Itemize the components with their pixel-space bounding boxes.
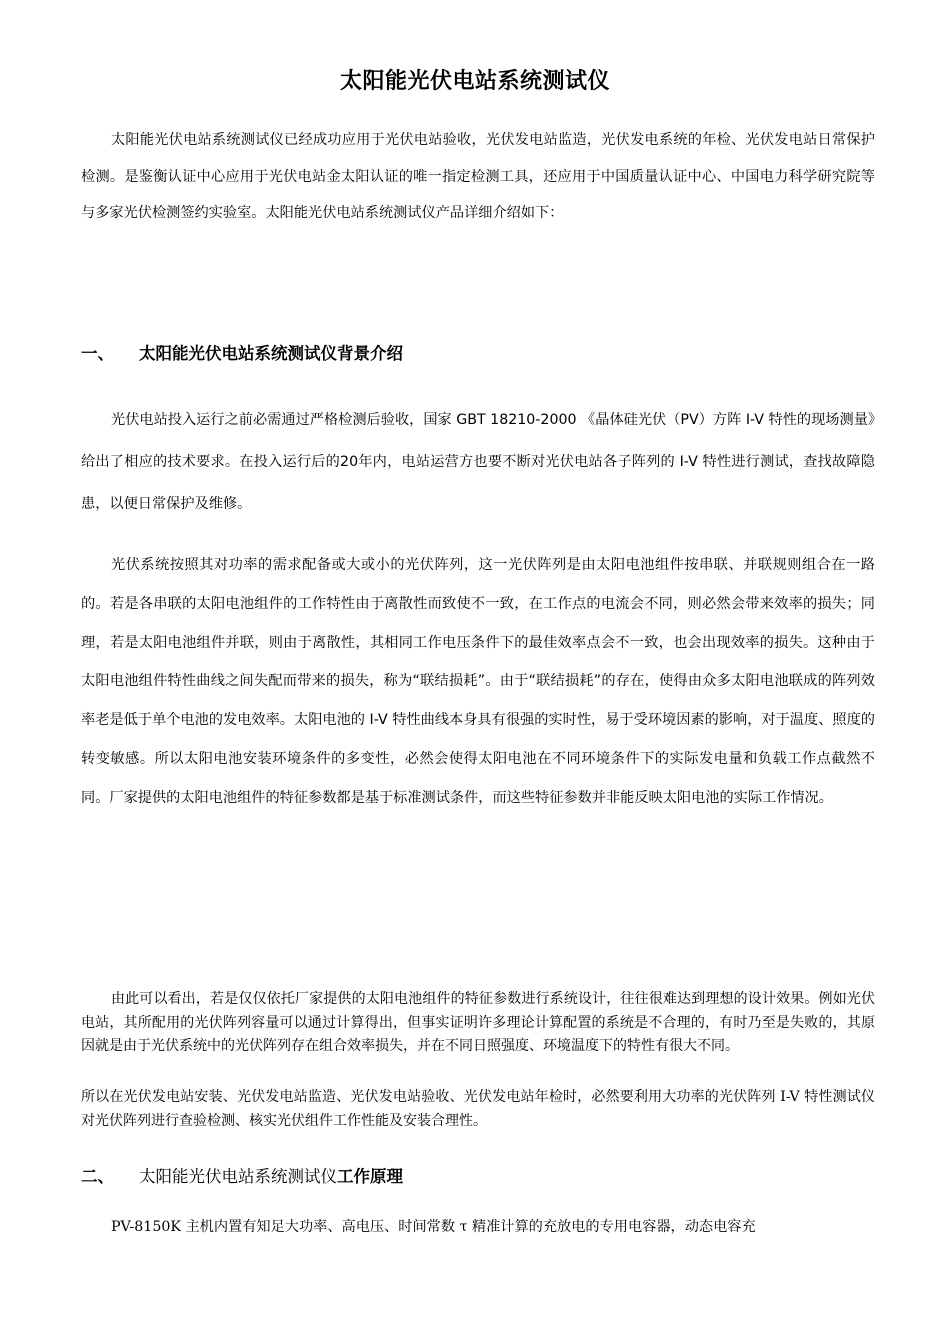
page-title: 太阳能光伏电站系统测试仪 bbox=[339, 69, 610, 94]
section-2-title-bold: 工作原理 bbox=[337, 1167, 403, 1186]
section-1-paragraph-4: 所以在光伏发电站安装、光伏发电站监造、光伏发电站验收、光伏发电站年检时，必然要利用大功率的光伏阵列 I-V 特性测试仪对光伏阵列进行查验检测、核实光伏组件工作性能及安装合理性。 bbox=[81, 1089, 875, 1129]
section-2-heading bbox=[81, 1163, 403, 1187]
section-2-title-light: 太阳能光伏电站系统测试仪 bbox=[139, 1167, 337, 1186]
section-1-paragraph-3: 由此可以看出，若是仅仅依托厂家提供的太阳电池组件的特征参数进行系统设计，往往很难达到理想的设计效果。例如光伏电站，其所配用的光伏阵列容量可以通过计算得出，但事实证明许多理论计算配置的系统是不合理的，有时乃至是失败的，其原因就是由于光伏系统中的光伏阵列存在组合效率损失，并在不同日照强度、环境温度下的特性有很大不同。 bbox=[81, 991, 875, 1054]
intro-paragraph: 太阳能光伏电站系统测试仪已经成功应用于光伏电站验收，光伏发电站监造，光伏发电系统的年检、光伏发电站日常保护检测。是鉴衡认证中心应用于光伏电站金太阳认证的唯一指定检测工具，还应用于中国质量认证中心、中国电力科学研究院等与多家光伏检测签约实验室。太阳能光伏电站系统测试仪产品详细介绍如下： bbox=[81, 132, 875, 221]
section-1-number: 一、 bbox=[81, 344, 114, 363]
section-1-title: 太阳能光伏电站系统测试仪背景介绍 bbox=[139, 344, 403, 363]
section-1-paragraph-2: 光伏系统按照其对功率的需求配备或大或小的光伏阵列，这一光伏阵列是由太阳电池组件按串联、并联规则组合在一路的。若是各串联的太阳电池组件的工作特性由于离散性而致使不一致，在工作点的电流会不同，则必然会带来效率的损失；同理，若是太阳电池组件并联，则由于离散性，其相同工作电压条件下的最佳效率点会不一致，也会出现效率的损失。这种由于太阳电池组件特性曲线之间失配而带来的损失，称为“联结损耗”。由于“联结损耗”的存在，使得由众多太阳电池联成的阵列效率老是低于单个电池的发电效率。太阳电池的 I-V 特性曲线本身具有很强的实时性，易于受环境因素的影响，对于温度、照度的转变敏感。所以太阳电池安装环境条件的多变性，必然会使得太阳电池在不同环境条件下的实际发电量和负载工作点截然不同。厂家提供的太阳电池组件的特征参数都是基于标准测试条件，而这些特征参数并非能反映太阳电池的实际工作情况。 bbox=[81, 557, 875, 806]
section-2-number: 二、 bbox=[81, 1167, 114, 1186]
section-2-paragraph-1: PV-8150K 主机内置有知足大功率、高电压、时间常数 τ 精准计算的充放电的专用电容器，动态电容充 bbox=[111, 1219, 756, 1235]
section-1-paragraph-1: 光伏电站投入运行之前必需通过严格检测后验收，国家 GBT 18210-2000 《晶体硅光伏（PV）方阵 I-V 特性的现场测量》给出了相应的技术要求。在投入运行后的20年内，电站运营方也要不断对光伏电站各子阵列的 I-V 特性进行测试，查找故障隐患，以便日常保护及维修。 bbox=[81, 412, 875, 512]
section-1-heading bbox=[81, 340, 403, 364]
